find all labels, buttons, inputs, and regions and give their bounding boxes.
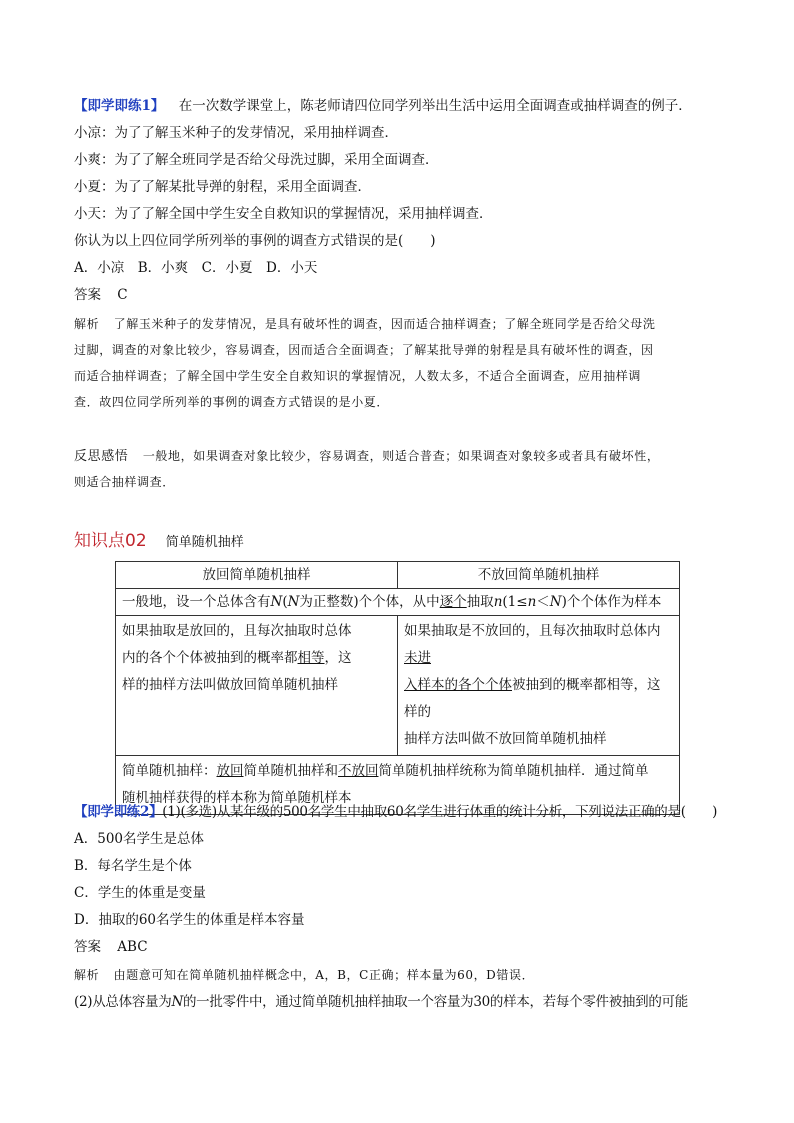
analysis2-label: 解析 xyxy=(74,968,100,982)
reflect-text-1: 一般地，如果调查对象比较少，容易调查，则适合普查；如果调查对象较多或者具有破坏性， xyxy=(142,449,660,463)
reflect-line2: 则适合抽样调查． xyxy=(74,475,175,489)
practice2-option-b: B．每名学生是个体 xyxy=(74,858,192,874)
answer2-label: 答案 xyxy=(74,939,101,955)
def-n: n xyxy=(493,594,503,610)
knowledge-point-subtitle: 简单随机抽样 xyxy=(165,535,244,550)
reflect-label: 反思感悟 xyxy=(74,449,129,464)
answer2-value: ABC xyxy=(117,939,148,955)
summary-underlined-2: 不放回 xyxy=(338,763,379,779)
practice2-q1: (1)(多选)从某年级的500名学生中抽取60名学生进行体重的统计分析，下列说法正确的是( ) xyxy=(162,804,718,820)
practice1-label: 【即学即练1】 xyxy=(74,98,165,114)
summary-underlined-1: 放回 xyxy=(216,763,244,779)
def-n2: n xyxy=(527,594,537,610)
def-text-d: 抽取 xyxy=(466,594,494,610)
practice1-analysis-line1 xyxy=(74,315,655,333)
practice2-question-line xyxy=(74,803,717,821)
def-N2: N xyxy=(287,594,300,610)
sampling-table xyxy=(115,561,680,815)
practice1-analysis-line3: 而适合抽样调查；了解全国中学生安全自救知识的掌握情况，人数太多，不适合全面调查，应用抽样调 xyxy=(74,369,642,383)
left-line-2-underlined: 相等 xyxy=(297,650,325,666)
practice2-option-c: C．学生的体重是变量 xyxy=(74,885,206,901)
left-line-1: 如果抽取是放回的，且每次抽取时总体 xyxy=(122,623,352,639)
right-line-2 xyxy=(404,672,673,726)
right-line-1a: 如果抽取是不放回的，且每次抽取时总体内 xyxy=(404,623,661,639)
header-without-replacement: 不放回简单随机抽样 xyxy=(398,562,680,589)
def-text-e: (1≤ xyxy=(502,594,528,610)
practice1-answer xyxy=(74,286,128,304)
statement-xiaotian: 小天：为了了解全国中学生安全自救知识的掌握情况，采用抽样调查． xyxy=(74,206,493,222)
right-line-2-underlined: 入样本的各个个体 xyxy=(404,677,512,693)
without-replacement-cell xyxy=(398,616,680,756)
summary-b: 简单随机抽样和 xyxy=(243,763,338,779)
answer-label: 答案 xyxy=(74,287,101,303)
table-header-row xyxy=(116,562,680,589)
def-text-b: ( xyxy=(282,594,288,610)
practice1-analysis-line2: 过脚，调查的对象比较少，容易调查，因而适合全面调查；了解某批导弹的射程是具有破坏性的调查，因 xyxy=(74,343,654,357)
statement-xiaoxia: 小夏：为了了解某批导弹的射程，采用全面调查． xyxy=(74,179,371,195)
left-line-2a: 内的各个个体被抽到的概率都 xyxy=(122,650,298,666)
answer-value: C xyxy=(117,287,128,303)
right-line-3: 抽样方法叫做不放回简单随机抽样 xyxy=(404,731,607,747)
def-text-f: ＜ xyxy=(536,594,550,610)
practice1-question: 在一次数学课堂上，陈老师请四位同学列举出生活中运用全面调查或抽样调查的例子． xyxy=(178,98,692,114)
statement-xiaoliang: 小凉：为了了解玉米种子的发芽情况，采用抽样调查． xyxy=(74,125,398,141)
practice2-analysis xyxy=(74,966,534,984)
statement-xiaoshuang: 小爽：为了了解全班同学是否给父母洗过脚，采用全面调查． xyxy=(74,152,439,168)
summary-line-2: 随机抽样获得的样本称为简单随机样本 xyxy=(122,790,352,806)
practice1-question-line xyxy=(74,97,692,115)
knowledge-point-title: 知识点02 xyxy=(74,531,147,551)
def-N3: N xyxy=(549,594,562,610)
practice2-answer xyxy=(74,938,148,956)
def-text-a: 一般地，设一个总体含有 xyxy=(122,594,271,610)
practice2-option-d: D．抽取的60名学生的体重是样本容量 xyxy=(74,912,305,928)
table-methods-row xyxy=(116,616,680,756)
summary-line-1 xyxy=(122,758,673,785)
practice1-ask: 你认为以上四位同学所列举的事例的调查方式错误的是( ) xyxy=(74,233,436,249)
analysis2-text: 由题意可知在简单随机抽样概念中，A，B，C正确；样本量为60，D错误． xyxy=(113,968,535,982)
right-line-2b: 被抽到的概率都相等，这样的 xyxy=(404,677,661,720)
header-with-replacement: 放回简单随机抽样 xyxy=(116,562,398,589)
analysis-label: 解析 xyxy=(74,317,100,331)
summary-c: 简单随机抽样统称为简单随机抽样．通过简单 xyxy=(378,763,649,779)
practice2-q2-line xyxy=(74,993,688,1011)
right-line-1-underlined: 未进 xyxy=(404,650,431,666)
left-line-2b: ，这 xyxy=(324,650,352,666)
q2-text-b: 的一批零件中，通过简单随机抽样抽取一个容量为30的样本，若每个零件被抽到的可能 xyxy=(182,994,688,1010)
practice2-label: 【即学即练2】 xyxy=(74,804,163,820)
q2-text-a: (2)从总体容量为 xyxy=(74,994,172,1010)
analysis-text-1: 了解玉米种子的发芽情况，是具有破坏性的调查，因而适合抽样调查；了解全班同学是否给父母洗 xyxy=(113,317,656,331)
def-N: N xyxy=(270,594,283,610)
definition-cell xyxy=(116,589,680,616)
def-text-g: )个个体作为样本 xyxy=(561,594,662,610)
table-definition-row xyxy=(116,589,680,616)
practice2-option-a: A．500名学生是总体 xyxy=(74,831,205,847)
def-underlined: 逐个 xyxy=(439,594,467,610)
knowledge-point-heading xyxy=(74,526,244,551)
practice1-analysis-line4: 查．故四位同学所列举的事例的调查方式错误的是小夏． xyxy=(74,395,390,409)
left-line-3: 样的抽样方法叫做放回简单随机抽样 xyxy=(122,677,338,693)
reflect-line1 xyxy=(74,447,659,466)
practice1-options: A．小凉 B．小爽 C．小夏 D．小天 xyxy=(74,260,318,276)
with-replacement-cell xyxy=(116,616,398,756)
summary-a: 简单随机抽样： xyxy=(122,763,217,779)
q2-N: N xyxy=(171,994,183,1010)
right-line-1 xyxy=(404,618,673,672)
left-line-2 xyxy=(122,645,391,672)
def-text-c: 为正整数)个个体，从中 xyxy=(299,594,440,610)
